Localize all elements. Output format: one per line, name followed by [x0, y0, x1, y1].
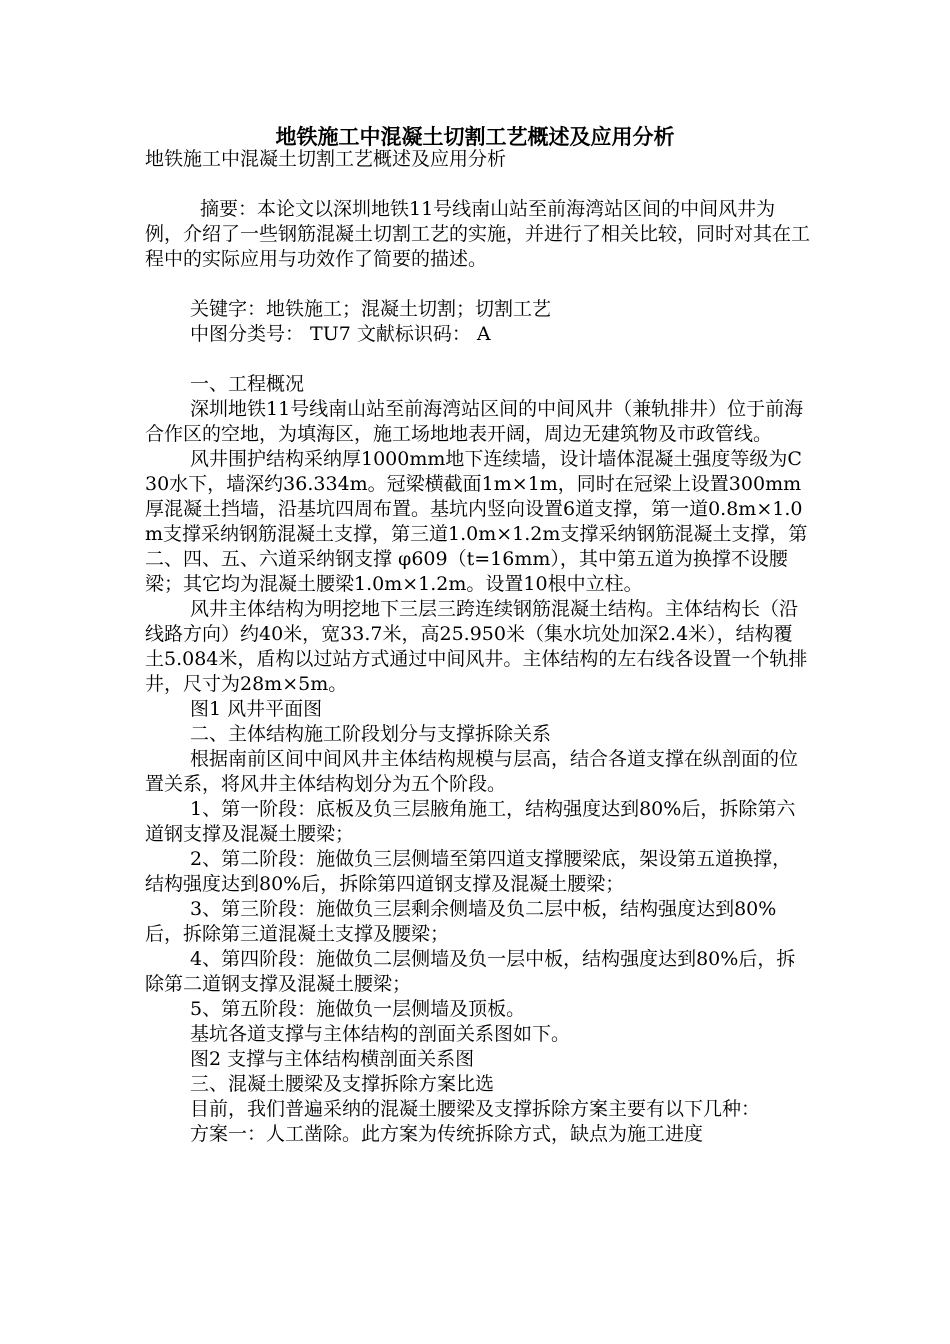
body-paragraph: 目前，我们普遍采纳的混凝土腰梁及支撑拆除方案主要有以下几种： — [190, 1098, 761, 1120]
body-paragraph: 根据南前区间中间风井主体结构规模与层高，结合各道支撑在纵剖面的位置关系，将风井主体结构划分为五个阶段。 — [145, 748, 799, 795]
body-paragraph: 基坑各道支撑与主体结构的剖面关系图如下。 — [190, 1023, 571, 1045]
document-subtitle: 地铁施工中混凝土切割工艺概述及应用分析 — [145, 148, 507, 170]
document-body — [145, 147, 810, 1147]
section-heading-2: 二、主体结构施工阶段划分与支撑拆除关系 — [190, 723, 552, 745]
classification-line: 中图分类号： TU7 文献标识码： A — [190, 323, 491, 345]
keywords-line: 关键字：地铁施工；混凝土切割；切割工艺 — [190, 298, 552, 320]
body-paragraph: 风井主体结构为明挖地下三层三跨连续钢筋混凝土结构。主体结构长（沿线路方向）约40米，宽33.7米，高25.950米（集水坑处加深2.4米），结构覆土5.084米，盾构以过站方式通过中间风井。主体结构的左右线各设置一个轨排井，尺寸为28m×5m。 — [145, 598, 808, 695]
blank-line — [145, 272, 810, 297]
stage-item: 2、第二阶段：施做负三层侧墙至第四道支撑腰梁底，架设第五道换撑，结构强度达到80%后，拆除第四道钢支撑及混凝土腰梁； — [145, 848, 792, 895]
stage-item: 5、第五阶段：施做负一层侧墙及顶板。 — [190, 998, 526, 1020]
stage-item: 1、第一阶段：底板及负三层腋角施工，结构强度达到80%后，拆除第六道钢支撑及混凝土腰梁； — [145, 798, 796, 845]
figure-caption-2: 图2 支撑与主体结构横剖面关系图 — [190, 1048, 475, 1070]
figure-caption-1: 图1 风井平面图 — [190, 698, 323, 720]
blank-line — [145, 172, 810, 197]
body-paragraph: 风井围护结构采纳厚1000mm地下连续墙，设计墙体混凝土强度等级为C30水下，墙深约36.334m。冠梁横截面1m×1m，同时在冠梁上设置300mm厚混凝土挡墙，沿基坑四周布置。基坑内竖向设置6道支撑，第一道0.8m×1.0m支撑采纳钢筋混凝土支撑，第三道1.0m×1.2m支撑采纳钢筋混凝土支撑，第二、四、五、六道采纳钢支撑 φ609（t=16mm），其中第五道为换撑不设腰梁；其它均为混凝土腰梁1.0m×1.2m。设置10根中立柱。 — [145, 448, 808, 595]
stage-item: 4、第四阶段：施做负二层侧墙及负一层中板，结构强度达到80%后，拆除第二道钢支撑及混凝土腰梁； — [145, 948, 796, 995]
body-paragraph: 方案一：人工凿除。此方案为传统拆除方式，缺点为施工进度 — [190, 1123, 704, 1145]
body-paragraph: 深圳地铁11号线南山站至前海湾站区间的中间风井（兼轨排井）位于前海合作区的空地，为填海区，施工场地地表开阔，周边无建筑物及市政管线。 — [145, 398, 804, 445]
document-title: 地铁施工中混凝土切割工艺概述及应用分析 — [275, 124, 675, 149]
stage-item: 3、第三阶段：施做负三层剩余侧墙及负二层中板，结构强度达到80%后，拆除第三道混凝土支撑及腰梁； — [145, 898, 777, 945]
blank-line — [145, 347, 810, 372]
section-heading-1: 一、工程概况 — [190, 373, 305, 395]
abstract-paragraph: 摘要：本论文以深圳地铁11号线南山站至前海湾站区间的中间风井为例，介绍了一些钢筋混凝土切割工艺的实施，并进行了相关比较，同时对其在工程中的实际应用与功效作了简要的描述。 — [145, 198, 811, 270]
section-heading-3: 三、混凝土腰梁及支撑拆除方案比选 — [190, 1073, 495, 1095]
